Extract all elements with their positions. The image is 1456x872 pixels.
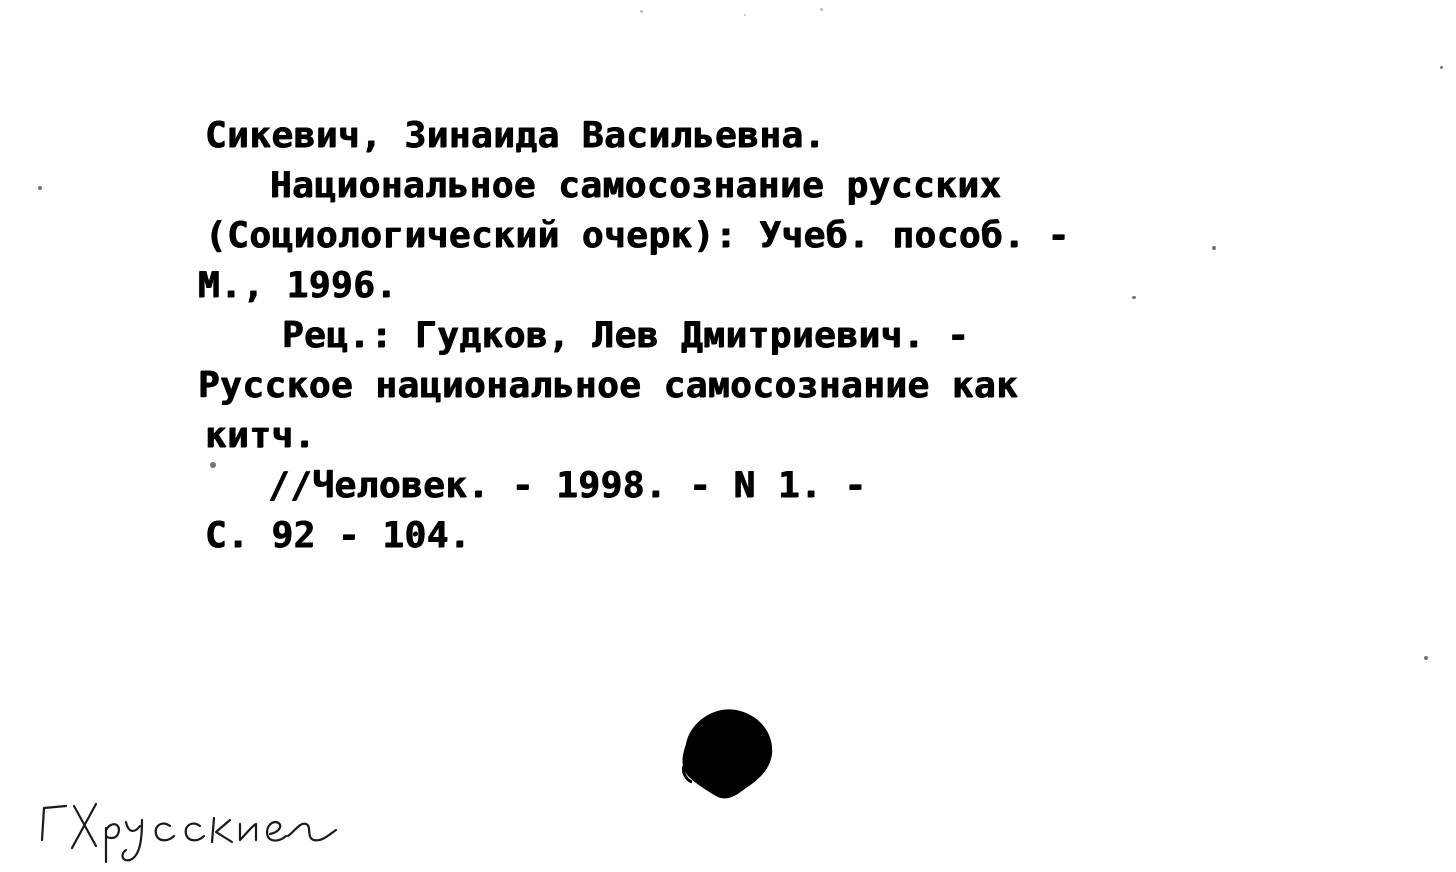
scan-speckle [1440,66,1443,69]
title-line-1: Национальное самосознание русских [270,165,1002,206]
source-line-1: //Человек. - 1998. - N 1. - [268,465,867,506]
source-line-2: С. 92 - 104. [205,515,472,556]
review-line-2: Русское национальное самосознание как [198,365,1019,406]
scan-speckle [1424,656,1428,660]
scan-speckle [1212,246,1216,250]
scan-speckle [820,8,823,11]
scan-speckle [744,14,746,16]
scan-speckle [1132,296,1136,299]
scan-speckle [640,10,643,13]
title-line-2: (Социологический очерк): Учеб. пособ. - [205,215,1070,256]
review-line-1: Рец.: Гудков, Лев Дмитриевич. - [282,315,970,356]
scan-speckle [38,186,42,190]
scan-speckle [210,462,216,468]
imprint-line: М., 1996. [198,265,398,306]
punch-hole-icon [666,704,774,804]
handwritten-note [30,790,350,870]
review-line-3: китч. [205,415,316,456]
author-heading: Сикевич, Зинаида Васильевна. [205,115,826,156]
